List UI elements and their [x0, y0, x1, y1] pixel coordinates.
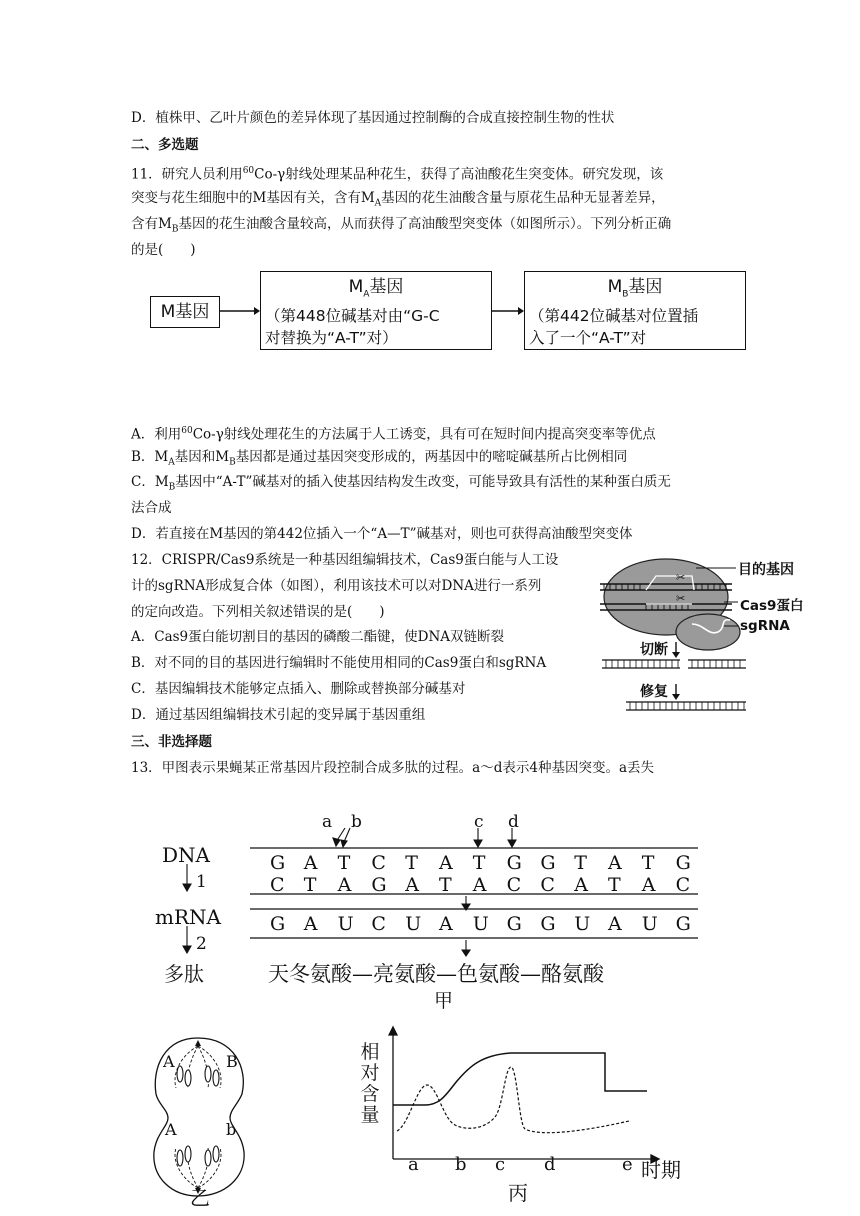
x-tick-label: d	[544, 1154, 556, 1175]
q11-line1: 11．研究人员利用$^{60}$Co-γ射线处理某品种花生，获得了高油酸花生突变体。研究发现，该	[131, 166, 664, 183]
mrna-base: A	[303, 913, 318, 935]
strand2-base: A	[405, 874, 419, 896]
allele-b-upper: B	[226, 1052, 238, 1071]
x-tick-label: e	[622, 1154, 633, 1175]
q12-option-b: B．对不同的目的基因进行编辑时不能使用相同的Cas9蛋白和sgRNA	[131, 655, 547, 671]
mrna-base: G	[270, 913, 286, 935]
mutation-d-label: d	[508, 812, 519, 832]
y-axis-label: 相对含量	[360, 1041, 380, 1126]
strand2-base: C	[675, 874, 691, 896]
cut-label: 切断	[640, 642, 668, 658]
x-tick-label: c	[495, 1154, 506, 1175]
q10-option-d: D．植株甲、乙叶片颜色的差异体现了基因通过控制酶的合成直接控制生物的性状	[131, 110, 615, 126]
strand2-base: G	[371, 874, 387, 896]
ma-gene-box: $M_A$基因 （第448位碱基对由“G-C 对替换为“A-T”对）	[260, 271, 492, 350]
content-curve-figure	[385, 1025, 665, 1165]
figure-yi-caption: 乙	[190, 1186, 210, 1210]
peptide-sequence: 天冬氨酸—亮氨酸—色氨酸—酪氨酸	[268, 962, 604, 986]
strand2-base: C	[540, 874, 555, 896]
x-axis-label: 时期	[641, 1158, 681, 1182]
strand2-base: A	[641, 874, 656, 896]
strand1-base: A	[439, 852, 453, 874]
m-gene-box: M基因	[150, 296, 220, 328]
allele-a-upper: A	[163, 1052, 175, 1071]
mrna-base: G	[540, 913, 556, 935]
dna-label: DNA	[162, 843, 210, 867]
mrna-base: G	[675, 913, 691, 935]
q13-line1: 13．甲图表示果蝇某正常基因片段控制合成多肽的过程。a～d表示4种基因突变。a丢失	[131, 760, 655, 776]
strand1-base: T	[337, 852, 351, 874]
strand1-base: G	[506, 852, 522, 874]
strand1-base: A	[303, 852, 318, 874]
q12-line1: 12．CRISPR/Cas9系统是一种基因组编辑技术，Cas9蛋白能与人工设	[131, 552, 559, 568]
q11-line2: 突变与花生细胞中的M基因有关，含有$M_A$基因的花生油酸含量与原花生品种无显著差异，	[131, 190, 665, 209]
strand1-base: T	[405, 852, 418, 874]
q11-option-d: D．若直接在M基因的第442位插入一个“A—T”碱基对，则也可获得高油酸型突变体	[131, 526, 633, 542]
mrna-base: U	[574, 913, 591, 935]
cas9-protein-label: Cas9蛋白	[740, 598, 804, 614]
strand2-base: C	[270, 874, 285, 896]
strand1-base: G	[675, 852, 691, 874]
q11-option-b: B．$M_A$基因和$M_B$基因都是通过基因突变形成的，两基因中的嘧啶碱基所占比例相同	[131, 449, 628, 468]
q11-option-a: A．利用$^{60}$Co-γ射线处理花生的方法属于人工诱变，具有可在短时间内提高突变率等优点	[131, 426, 656, 443]
mrna-base: C	[371, 913, 386, 935]
mutation-a-label: a	[322, 812, 333, 832]
repair-label: 修复	[640, 684, 668, 700]
strand1-base: A	[608, 852, 622, 874]
peptide-label: 多肽	[164, 962, 204, 986]
strand2-base: T	[608, 874, 621, 896]
mrna-base: U	[337, 913, 354, 935]
q12-line3: 的定向改造。下列相关叙述错误的是( )	[131, 604, 385, 620]
sgrna-label: sgRNA	[740, 618, 790, 634]
strand2-base: C	[506, 874, 522, 896]
allele-b-lower: b	[226, 1120, 237, 1139]
target-gene-label: 目的基因	[738, 562, 794, 578]
mrna-base: U	[405, 913, 422, 935]
allele-a-lower: A	[165, 1120, 177, 1139]
figure-jia-caption: 甲	[434, 990, 454, 1012]
q12-option-c: C．基因编辑技术能够定点插入、删除或替换部分碱基对	[131, 681, 466, 697]
mb-gene-box: $M_B$基因 （第442位碱基对位置插 入了一个“A-T”对	[524, 271, 746, 350]
figure-bing-caption: 丙	[508, 1181, 528, 1205]
cas9-figure	[596, 552, 831, 724]
q12-line2: 计的sgRNA形成复合体（如图），利用该技术可以对DNA进行一系列	[131, 578, 542, 594]
q12-option-a: A．Cas9蛋白能切割目的基因的磷酸二酯键，使DNA双链断裂	[131, 629, 505, 645]
q11-option-c: C．$M_B$基因中“A-T”碱基对的插入使基因结构发生改变，可能导致具有活性的某种蛋白质无	[131, 474, 671, 493]
strand2-base: A	[472, 874, 487, 896]
strand1-base: T	[574, 852, 587, 874]
x-tick-label: b	[455, 1154, 467, 1175]
q11-option-c-cont: 法合成	[131, 500, 172, 516]
mutation-b-label: b	[351, 812, 362, 832]
mrna-label: mRNA	[155, 905, 221, 929]
section-multiple-choice: 二、多选题	[131, 137, 199, 153]
strand2-base: A	[574, 874, 588, 896]
strand2-base: T	[439, 874, 452, 896]
step-2-label: 2	[196, 934, 207, 954]
section-non-choice: 三、非选择题	[131, 734, 212, 750]
strand1-base: C	[371, 852, 386, 874]
mutation-c-label: c	[474, 812, 484, 832]
strand1-base: G	[270, 852, 286, 874]
svg-text:✂: ✂	[676, 592, 686, 605]
mrna-base: G	[506, 913, 522, 935]
strand2-base: A	[337, 874, 352, 896]
strand1-base: T	[641, 852, 655, 874]
svg-text:✂: ✂	[676, 571, 686, 584]
x-tick-label: a	[408, 1154, 419, 1175]
mrna-base: U	[641, 913, 658, 935]
mrna-base: A	[439, 913, 453, 935]
step-1-label: 1	[196, 872, 207, 892]
strand2-base: T	[303, 874, 317, 896]
mrna-base: A	[608, 913, 622, 935]
q11-line3: 含有$M_B$基因的花生油酸含量较高，从而获得了高油酸型突变体（如图所示）。下列分析正确	[131, 216, 672, 235]
strand1-base: T	[472, 852, 486, 874]
q12-option-d: D．通过基因组编辑技术引起的变异属于基因重组	[131, 707, 426, 723]
mrna-base: U	[472, 913, 489, 935]
strand1-base: G	[540, 852, 556, 874]
q11-line4: 的是( )	[131, 242, 196, 258]
